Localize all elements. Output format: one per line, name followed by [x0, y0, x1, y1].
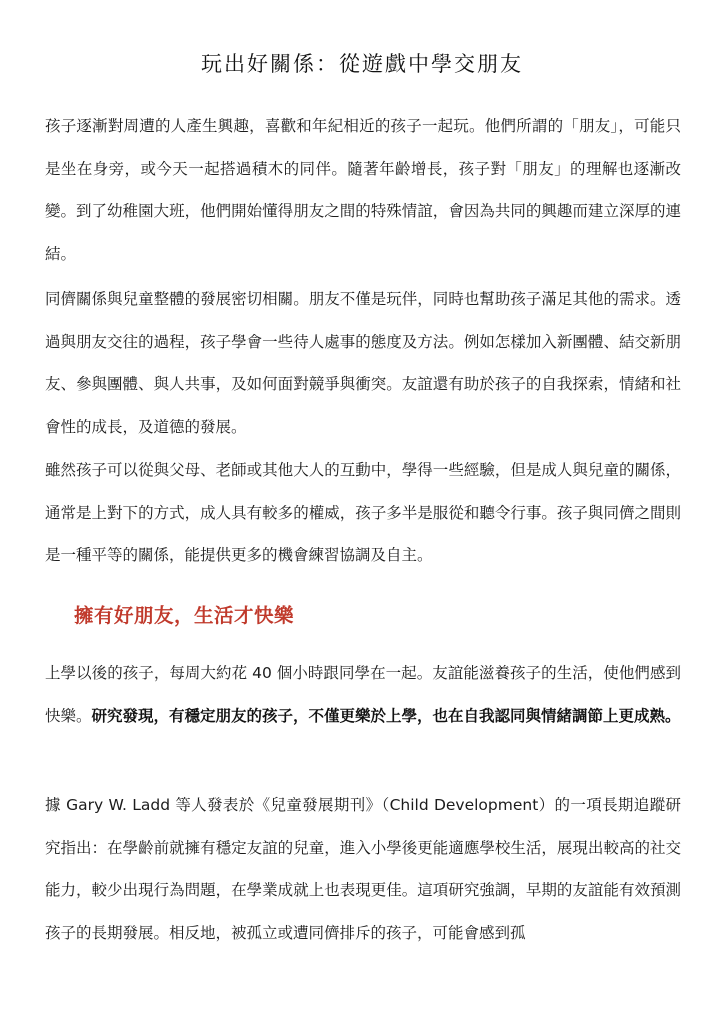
- paragraph-ladd-research: 據 Gary W. Ladd 等人發表於《兒童發展期刊》（Child Development）的一項長期追蹤研究指出：在學齡前就擁有穩定友誼的兒童，進入小學後更能適應學校生活，展現出較高的社交能力，較少出現行為問題，在學業成就上也表現更佳。這項研究強調，早期的友誼能有效預測孩子的長期發展。相反地，被孤立或遭同儕排斥的孩子，可能會感到孤: [45, 796, 681, 942]
- research-finding-highlight: 研究發現，有穩定朋友的孩子，不僅更樂於上學，也在自我認同與情緒調節上更成熟。: [91, 706, 681, 725]
- paragraph-adult-vs-peer: 雖然孩子可以從與父母、老師或其他大人的互動中，學得一些經驗，但是成人與兒童的關係，通常是上對下的方式，成人具有較多的權威，孩子多半是服從和聽令行事。孩子與同儕之間則是一種平等的關係，能提供更多的機會練習協調及自主。: [45, 461, 681, 565]
- paragraph-friends-concept: 孩子逐漸對周遭的人產生興趣，喜歡和年紀相近的孩子一起玩。他們所謂的「朋友」，可能只是坐在身旁，或今天一起搭過積木的同伴。隨著年齡增長，孩子對「朋友」的理解也逐漸改變。到了幼稚園大班，他們開始懂得朋友之間的特殊情誼，會因為共同的興趣而建立深厚的連結。: [45, 117, 681, 263]
- paragraph-peer-development: 同儕關係與兒童整體的發展密切相關。朋友不僅是玩伴，同時也幫助孩子滿足其他的需求。透過與朋友交往的過程，孩子學會一些待人處事的態度及方法。例如怎樣加入新團體、結交新朋友、參與團體、與人共事，及如何面對競爭與衝突。友誼還有助於孩子的自我探索，情緒和社會性的成長，及道德的發展。: [45, 290, 681, 436]
- page-title: 玩出好關係：從遊戲中學交朋友: [201, 52, 523, 76]
- paragraph-school-intro: 上學以後的孩子，每周大約花 40 個小時跟同學在一起。友誼能滋養孩子的生活，使他們感到快樂。: [45, 664, 681, 725]
- section-heading: 擁有好朋友，生活才快樂: [74, 604, 295, 627]
- paragraph-school-friendship: [45, 652, 681, 737]
